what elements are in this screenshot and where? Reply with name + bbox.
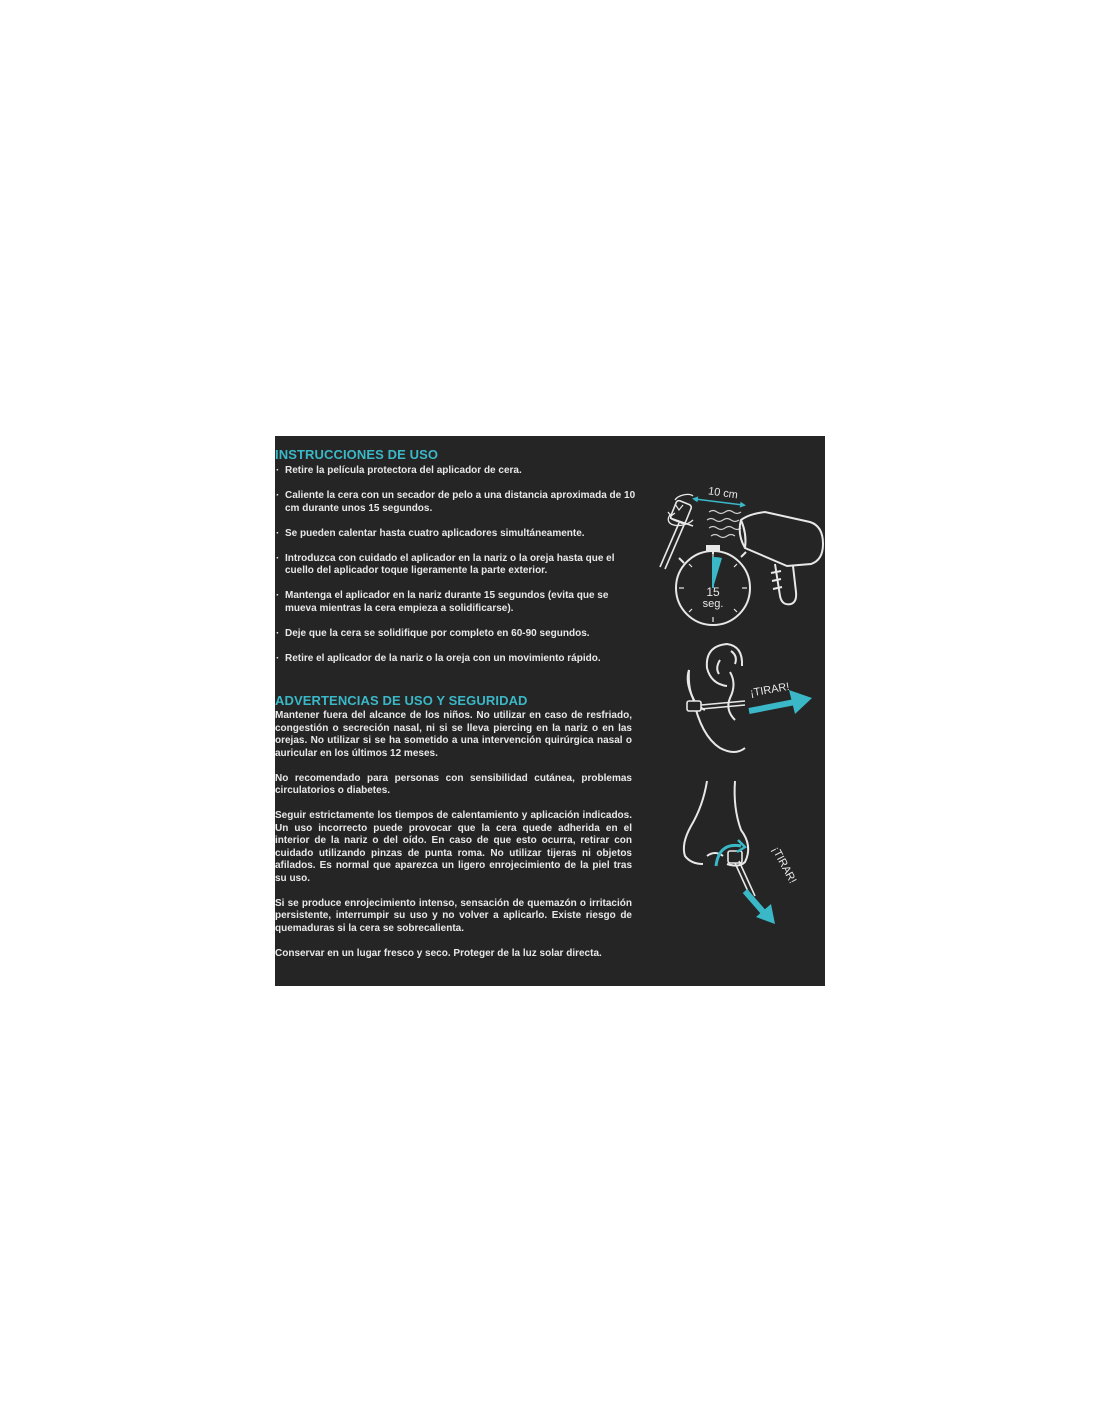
bullet: ·: [276, 627, 280, 639]
ear-applicator-icon: [687, 701, 745, 711]
timer-unit: seg.: [702, 598, 724, 610]
instructions-title: INSTRUCCIONES DE USO: [275, 447, 439, 462]
instruction-step-text: Retire el aplicador de la nariz o la oreja con un movimiento rápido.: [285, 652, 601, 664]
bullet: ·: [276, 652, 280, 664]
nose-applicator-icon: [728, 851, 755, 898]
timer-value: 15: [706, 585, 720, 599]
bullet: ·: [276, 527, 280, 539]
instruction-step-text: Introduzca con cuidado el aplicador en la nariz o la oreja hasta que el cuello del aplicador toque ligeramente la parte exterior.: [285, 552, 615, 576]
bullet: ·: [276, 490, 280, 501]
instruction-step-text: Mantenga el aplicador en la nariz durante 15 segundos (evita que se mueva mientras la cera empieza a solidificarse).: [285, 590, 609, 614]
instruction-step-text: Retire la película protectora del aplicador de cera.: [285, 465, 522, 476]
bullet: ·: [276, 465, 280, 476]
pull-label-nose: ¡TIRAR!: [769, 844, 799, 886]
warning-paragraph: Seguir estrictamente los tiempos de calentamiento y aplicación indicados. Un uso incorrecto puede provocar que la cera quede adherida en el interior de la nariz o del oído. En caso de que esto ocurra, retirar con cuidado utilizando pinzas de punta roma. No utilizar tijeras ni objetos afilados. Es normal que aparezca un ligero enrojecimiento de la piel tras su uso.: [275, 810, 632, 884]
instruction-step-text: Deje que la cera se solidifique por completo en 60-90 segundos.: [285, 627, 590, 639]
pull-arrow-icon: [745, 891, 775, 924]
applicator-icon: [660, 500, 693, 569]
pull-label-ear: ¡TIRAR!: [749, 680, 791, 700]
heat-waves-icon: [707, 511, 741, 538]
illustrations: [275, 436, 825, 986]
warnings-title: ADVERTENCIAS DE USO Y SEGURIDAD: [275, 693, 528, 708]
warning-paragraph: Conservar en un lugar fresco y seco. Proteger de la luz solar directa.: [275, 947, 602, 959]
hair-dryer-icon: [740, 512, 823, 604]
ear-icon: [688, 644, 745, 752]
instructions-panel: [275, 436, 825, 986]
bullet: ·: [276, 552, 280, 564]
instruction-step-text: Se pueden calentar hasta cuatro aplicadores simultáneamente.: [285, 527, 585, 539]
warning-paragraph: Mantener fuera del alcance de los niños. No utilizar en caso de resfriado, congestión o secreción nasal, ni si se lleva piercing en la nariz o en las orejas. No utilizar si se ha sometido a una intervención quirúrgica nasal o auricular en los últimos 12 meses.: [275, 710, 632, 759]
warning-paragraph: Si se produce enrojecimiento intenso, sensación de quemazón o irritación persistente, interrumpir su uso y no volver a aplicarlo. Existe riesgo de quemaduras si la cera se sobrecalienta.: [275, 897, 632, 934]
distance-label: 10 cm: [707, 485, 739, 502]
bullet: ·: [276, 590, 280, 601]
warning-paragraph: No recomendado para personas con sensibilidad cutánea, problemas circulatorios o diabetes.: [275, 772, 632, 796]
instruction-step-text: Caliente la cera con un secador de pelo a una distancia aproximada de 10 cm durante unos 15 segundos.: [285, 490, 636, 514]
